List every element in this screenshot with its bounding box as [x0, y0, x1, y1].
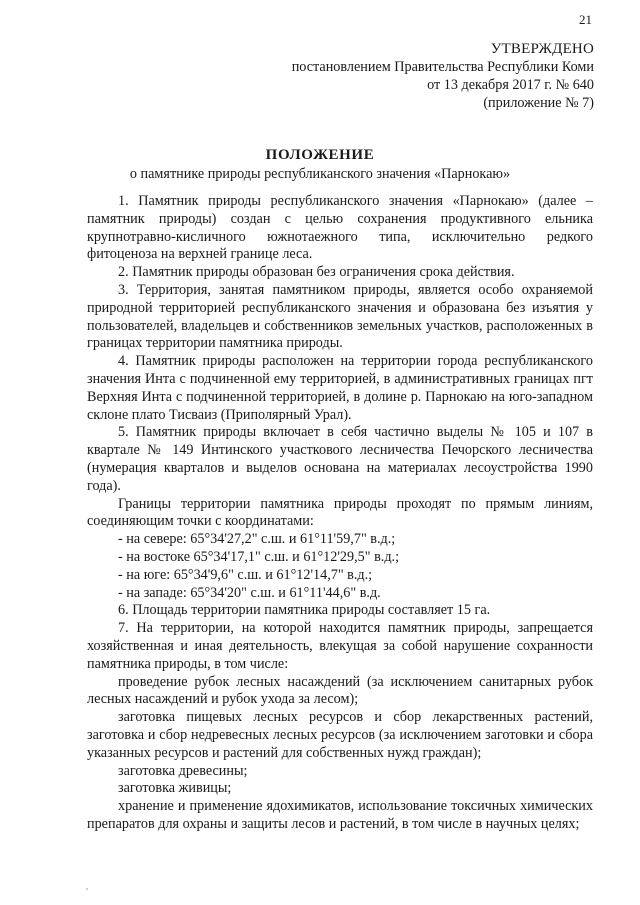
boundary-paragraph: Границы территории памятника природы проходят по прямым линиям, соединяющим точки с координатами: [87, 495, 593, 530]
coordinate-north: - на севере: 65°34'27,2" с.ш. и 61°11'59,7" в.д.; [118, 531, 396, 548]
coordinate-east: - на востоке 65°34'17,1" с.ш. и 61°12'29,5" в.д.; [118, 548, 400, 565]
approval-heading: УТВЕРЖДЕНО [490, 41, 594, 57]
document-title: ПОЛОЖЕНИЕ [265, 147, 375, 163]
page-number: 21 [579, 12, 592, 27]
prohibition-item: хранение и применение ядохимикатов, использование токсичных химических препаратов для охраны и защиты лесов и растений, в том числе в научных целях; [87, 798, 593, 832]
paragraph-4: 4. Памятник природы расположен на территории города республиканского значения Инта с подчиненной ему территорией, в административных границах пгт Верхняя Инта с подчиненной территорией, в долине р. Парнокаю на юго-западном склоне плато Тисваиз (Приполярный Урал). [87, 353, 593, 423]
coordinate-south: - на юге: 65°34'9,6" с.ш. и 61°12'14,7" в.д.; [118, 566, 373, 583]
prohibition-item: проведение рубок лесных насаждений (за исключением санитарных рубок лесных насаждений и рубок ухода за лесом); [87, 673, 593, 708]
paragraph-3: 3. Территория, занятая памятником природы, является особо охраняемой природной территорией республиканского значения и образована без изъятия у пользователей, владельцев и собственников земельных участков, расположенных в границах территории памятника природы. [87, 281, 593, 352]
paragraph-5: 5. Памятник природы включает в себя частично выделы № 105 и 107 в квартале № 149 Интинского участкового лесничества Печорского лесничества (нумерация кварталов и выделов основана на материалах лесоустройства 1990 года). [87, 424, 593, 494]
prohibition-item: заготовка древесины; [118, 762, 248, 779]
paragraph-6: 6. Площадь территории памятника природы составляет 15 га. [118, 602, 491, 619]
approval-decree: постановлением Правительства Республики Коми [291, 59, 594, 75]
prohibition-item: заготовка живицы; [118, 780, 232, 797]
prohibition-item: заготовка пищевых лесных ресурсов и сбор лекарственных растений, заготовка и сбор недревесных лесных ресурсов (за исключением заготовки и сбора указанных ресурсов и растений для собственных нужд граждан); [87, 709, 593, 761]
paragraph-7: 7. На территории, на которой находится памятник природы, запрещается хозяйственная и иная деятельность, влекущая за собой нарушение сохранности памятника природы, в том числе: [87, 620, 593, 672]
approval-date: от 13 декабря 2017 г. № 640 [427, 77, 594, 93]
document-subtitle: о памятнике природы республиканского значения «Парнокаю» [129, 166, 511, 182]
paragraph-2: 2. Памятник природы образован без ограничения срока действия. [118, 264, 515, 281]
approval-block [292, 40, 594, 112]
coordinate-west: - на западе: 65°34'20" с.ш. и 61°11'44,6" в.д. [118, 584, 381, 601]
document-body [87, 193, 593, 834]
approval-appendix: (приложение № 7) [483, 95, 594, 111]
scan-speck [86, 888, 88, 890]
paragraph-1: 1. Памятник природы республиканского значения «Парнокаю» (далее – памятник природы) создан с целью сохранения продуктивного ельника крупнотравно-кисличного южнотаежного типа, исключительно редкого фитоценоза на верхней границе леса. [87, 193, 593, 263]
title-block [0, 146, 640, 183]
